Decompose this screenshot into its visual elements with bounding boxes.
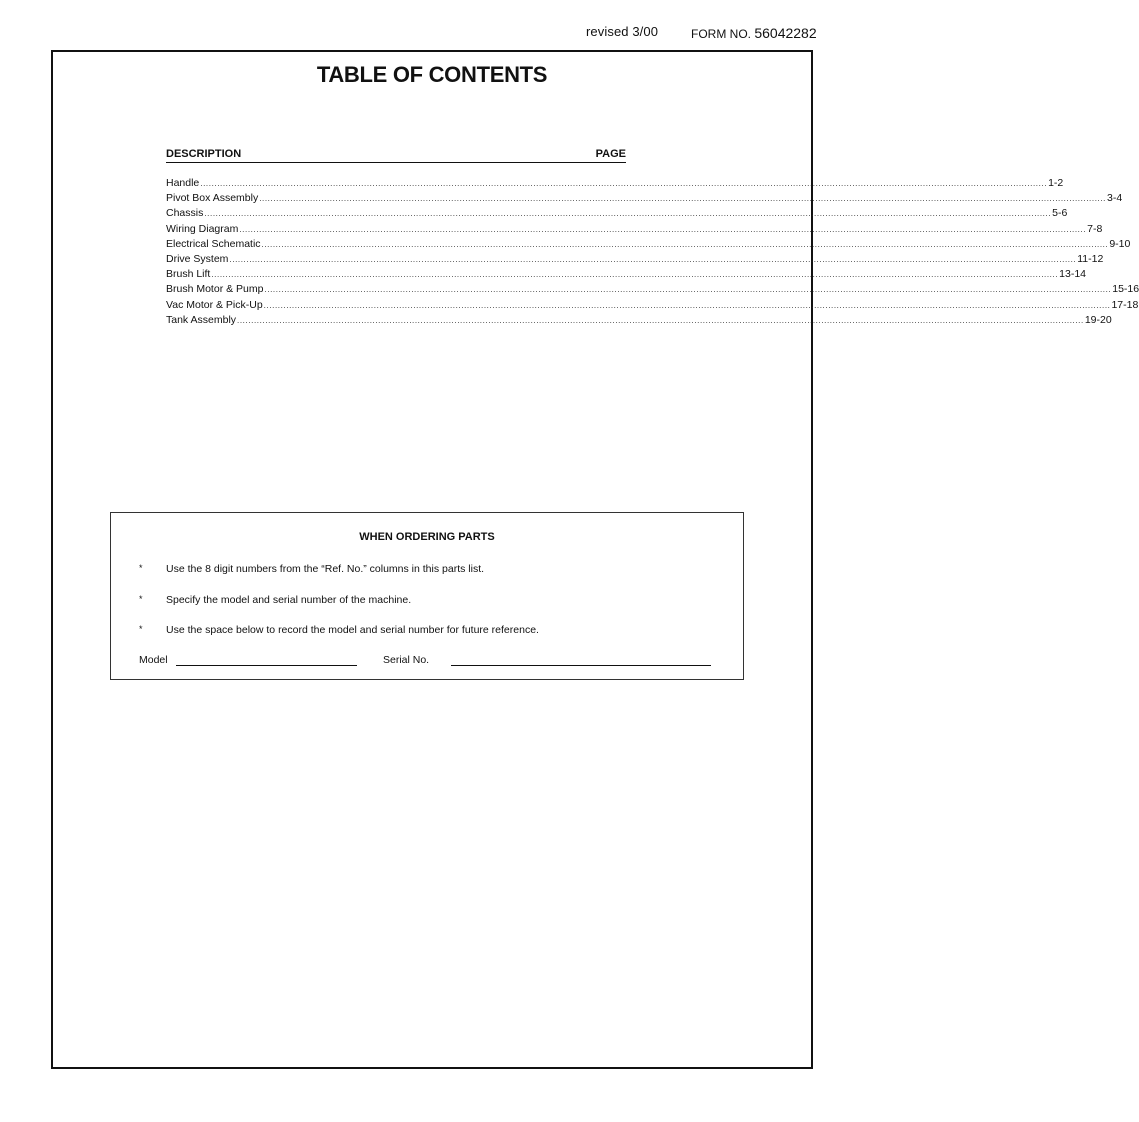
serial-label: Serial No. — [383, 654, 430, 666]
toc-entry — [166, 206, 1068, 221]
ordering-parts-box — [110, 512, 744, 680]
toc-entry-label: Wiring Diagram — [166, 222, 239, 235]
toc-header — [166, 148, 626, 163]
toc-entry-page: 19-20 — [1084, 313, 1112, 326]
page-title: TABLE OF CONTENTS — [316, 62, 548, 87]
toc-entry-page: 17-18 — [1111, 298, 1139, 311]
toc-entry-page: 13-14 — [1059, 268, 1087, 281]
toc-entry-page: 15-16 — [1112, 283, 1139, 296]
toc-entry — [166, 298, 1139, 313]
toc-entry — [166, 222, 1103, 237]
toc-entry — [166, 237, 1131, 252]
toc-entry — [166, 252, 1104, 267]
bullet-mark: * — [139, 563, 143, 573]
model-serial-line — [139, 654, 719, 670]
toc-entry-label: Vac Motor & Pick-Up — [166, 298, 263, 311]
ordering-bullet-text: Specify the model and serial number of the machine. — [166, 594, 412, 606]
toc-entry-page: 7-8 — [1087, 222, 1103, 235]
toc-leader-dots: ............................................................................................................................................................................................................................................................................................................ — [239, 224, 1087, 234]
toc-entry-label: Pivot Box Assembly — [166, 192, 259, 205]
toc-leader-dots: ............................................................................................................................................................................................................................................................................................................ — [204, 209, 1052, 219]
toc-description-header: DESCRIPTION — [166, 148, 242, 160]
form-number-value: 56042282 — [754, 25, 817, 41]
toc-page-header: PAGE — [595, 148, 626, 160]
toc-entry-page: 5-6 — [1052, 207, 1068, 220]
toc-entry-page: 1-2 — [1048, 177, 1064, 189]
toc-leader-dots: ............................................................................................................................................................................................................................................................................................................ — [237, 315, 1084, 325]
table-of-contents — [166, 148, 1139, 328]
toc-entry-label: Brush Motor & Pump — [166, 283, 264, 296]
toc-entry-page: 3-4 — [1107, 192, 1123, 205]
toc-leader-dots: ............................................................................................................................................................................................................................................................................................................ — [264, 285, 1112, 295]
toc-entry — [166, 267, 1087, 282]
toc-leader-dots: ............................................................................................................................................................................................................................................................................................................ — [229, 254, 1077, 264]
ordering-bullet — [139, 563, 484, 575]
ordering-title: WHEN ORDERING PARTS — [359, 531, 495, 543]
form-number-prefix: FORM NO. — [691, 27, 751, 41]
revision-date: revised 3/00 — [586, 24, 659, 39]
ordering-bullet-text: Use the 8 digit numbers from the “Ref. No.” columns in this parts list. — [166, 563, 485, 575]
toc-entry-label: Tank Assembly — [166, 313, 237, 326]
page-frame — [51, 50, 1139, 1069]
toc-leader-dots: ............................................................................................................................................................................................................................................................................................................ — [263, 300, 1111, 310]
toc-leader-dots: ............................................................................................................................................................................................................................................................................................................ — [259, 194, 1106, 204]
ordering-bullet — [139, 624, 539, 636]
toc-leader-dots: ............................................................................................................................................................................................................................................................................................................ — [211, 270, 1059, 280]
serial-blank — [451, 665, 711, 666]
toc-entry-page: 11-12 — [1077, 252, 1104, 265]
bullet-mark: * — [139, 594, 143, 604]
toc-entry-label: Chassis — [166, 207, 204, 220]
bullet-mark: * — [139, 624, 143, 634]
document-header — [0, 24, 866, 44]
toc-leader-dots: ............................................................................................................................................................................................................................................................................................................ — [261, 239, 1109, 249]
toc-entry-label: Brush Lift — [166, 268, 211, 281]
toc-entry — [166, 313, 1112, 328]
toc-entry-page: 9-10 — [1109, 237, 1131, 250]
toc-entry — [166, 176, 1064, 191]
ordering-bullet-text: Use the space below to record the model and serial number for future reference. — [166, 624, 539, 636]
toc-entry — [166, 191, 1123, 206]
form-number — [691, 25, 817, 41]
toc-entry-label: Handle — [166, 177, 200, 189]
toc-entry-label: Electrical Schematic — [166, 237, 261, 250]
toc-entry — [166, 282, 1139, 297]
ordering-bullet — [139, 594, 411, 606]
model-label: Model — [139, 654, 168, 666]
toc-leader-dots: ............................................................................................................................................................................................................................................................................................................ — [200, 179, 1048, 188]
toc-list — [166, 176, 1139, 328]
model-blank — [176, 665, 357, 666]
toc-entry-label: Drive System — [166, 252, 229, 265]
